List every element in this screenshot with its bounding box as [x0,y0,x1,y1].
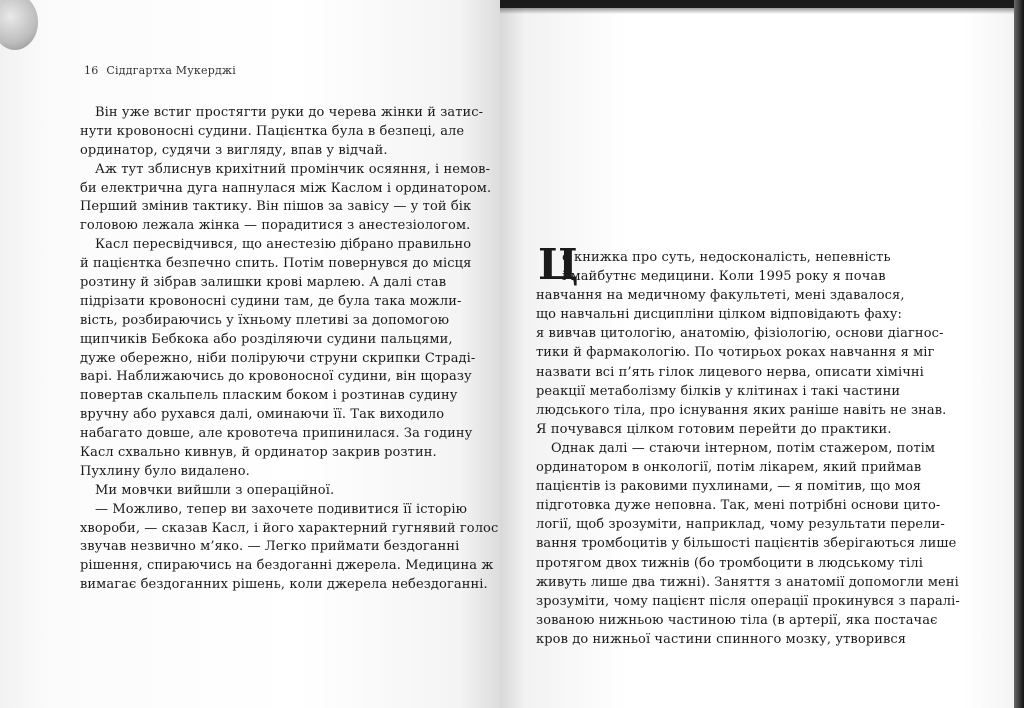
text-line: нути кровоносні судини. Пацієнтка була в безпеці, але [80,123,465,139]
thumb-blur [0,0,38,50]
text-line: підготовка дуже неповна. Так, мені потрібні основи цито- [536,498,941,514]
text-line: живуть лише два тижні). Заняття з анатомії допомогли мені [536,574,959,590]
text-line: й пацієнтка безпечно спить. Потім повернувся до місця [80,256,472,272]
page-top-shadow [500,0,1024,14]
text-line: підрізати кровоносні судини там, де була така можли- [80,293,462,309]
text-line: рішення, спираючись на бездоганні джерела. Медицина ж [80,558,494,574]
drop-cap: Ц [538,240,579,289]
text-line: тики й фармакологію. По чотирьох роках навчання я міг [536,345,935,361]
text-line: вість, розбираючись у їхньому плетиві за допомогою [80,312,450,328]
text-line: кров до нижньої частини спинного мозку, утворився [536,631,907,647]
text-line: назвати всі п’ять гілок лицевого нерва, описати хімічні [536,364,924,380]
text-line: Ми мовчки вийшли з операційної. [95,482,335,498]
text-line: і майбутнє медицини. Коли 1995 року я почав [562,269,886,285]
left-page [0,0,500,708]
running-header-title: Сіддгартха Мукерджі [106,64,236,77]
text-line: хвороби, — сказав Касл, і його характерний гугнявий голос [80,520,499,536]
right-text-column [536,248,960,649]
running-header [84,64,236,77]
text-line: Касл пересвідчився, що анестезію дібрано правильно [95,237,472,253]
text-line: е книжка про суть, недосконалість, непевність [562,250,891,265]
text-line: варі. Наближаючись до кровоносної судини, він щоразу [80,369,472,385]
text-line: головою лежала жінка — порадитися з анестезіологом. [80,218,471,234]
text-line: щипчиків Бебкока або розділяючи судини пальцями, [80,331,453,347]
text-line: вимагає бездоганних рішень, коли джерела небездоганні. [80,577,488,593]
text-line: реакції метаболізму білків у клітинах і такі частини [536,383,901,399]
text-line: Я почувався цілком готовим перейти до практики. [536,421,892,437]
text-line: ординатором в онкології, потім лікарем, який приймав [536,460,922,476]
text-line: — Можливо, тепер ви захочете подивитися її історію [95,501,467,517]
text-line: логії, щоб зрозуміти, наприклад, чому результати перели- [536,517,945,533]
text-line: вручну або рухався далі, оминаючи її. Так виходило [80,407,445,423]
text-line: розтину й зібрав залишки крові марлею. А далі став [80,275,447,291]
text-line: Однак далі — стаючи інтерном, потім стажером, потім [551,440,936,456]
text-line: звучав незвично м’яко. — Легко приймати бездоганні [80,539,460,555]
page-edge-shadow [1014,0,1024,708]
text-line: Він уже встиг простягти руки до черева жінки й затис- [95,105,484,120]
text-line: Касл схвально кивнув, й ординатор закрив розтин. [80,445,437,461]
text-line: повертав скальпель пласким боком і розтинав судину [80,388,458,404]
text-line: ординатор, судячи з вигляду, впав у відчай. [80,142,388,158]
text-line: людського тіла, про існування яких раніше навіть не знав. [536,402,947,418]
text-line: зрозуміти, чому пацієнт після операції прокинувся з паралі- [536,593,960,609]
text-line: що навчальні дисципліни цілком відповідають фаху: [536,307,903,323]
text-line: протягом двох тижнів (бо тромбоцити в людському тілі [536,555,923,571]
text-line: дуже обережно, ніби поліруючи струни скрипки Страді- [80,350,476,366]
text-line: Пухлину було видалено. [80,463,250,479]
text-line: я вивчав цитологію, анатомію, фізіологію, основи діагнос- [536,326,944,342]
text-line: навчання на медичному факультеті, мені здавалося, [536,288,905,304]
left-text-column [80,104,499,595]
text-line: набагато довше, але кровотеча припинилася. За годину [80,426,473,442]
text-line: пацієнтів із раковими пухлинами, — я помітив, що моя [536,479,922,495]
text-line: зованою нижньою частиною тіла (в артерії, яка постачає [536,612,938,628]
text-line: би електрична дуга напнулася між Каслом і ординатором. [80,180,492,196]
text-line: вання тромбоцитів у більшості пацієнтів зберігаються лише [536,536,957,552]
page-number: 16 [84,64,99,77]
text-line: Перший змінив тактику. Він пішов за завісу — у той бік [80,199,472,215]
text-line: Аж тут зблиснув крихітний промінчик осяяння, і немов- [95,161,491,177]
